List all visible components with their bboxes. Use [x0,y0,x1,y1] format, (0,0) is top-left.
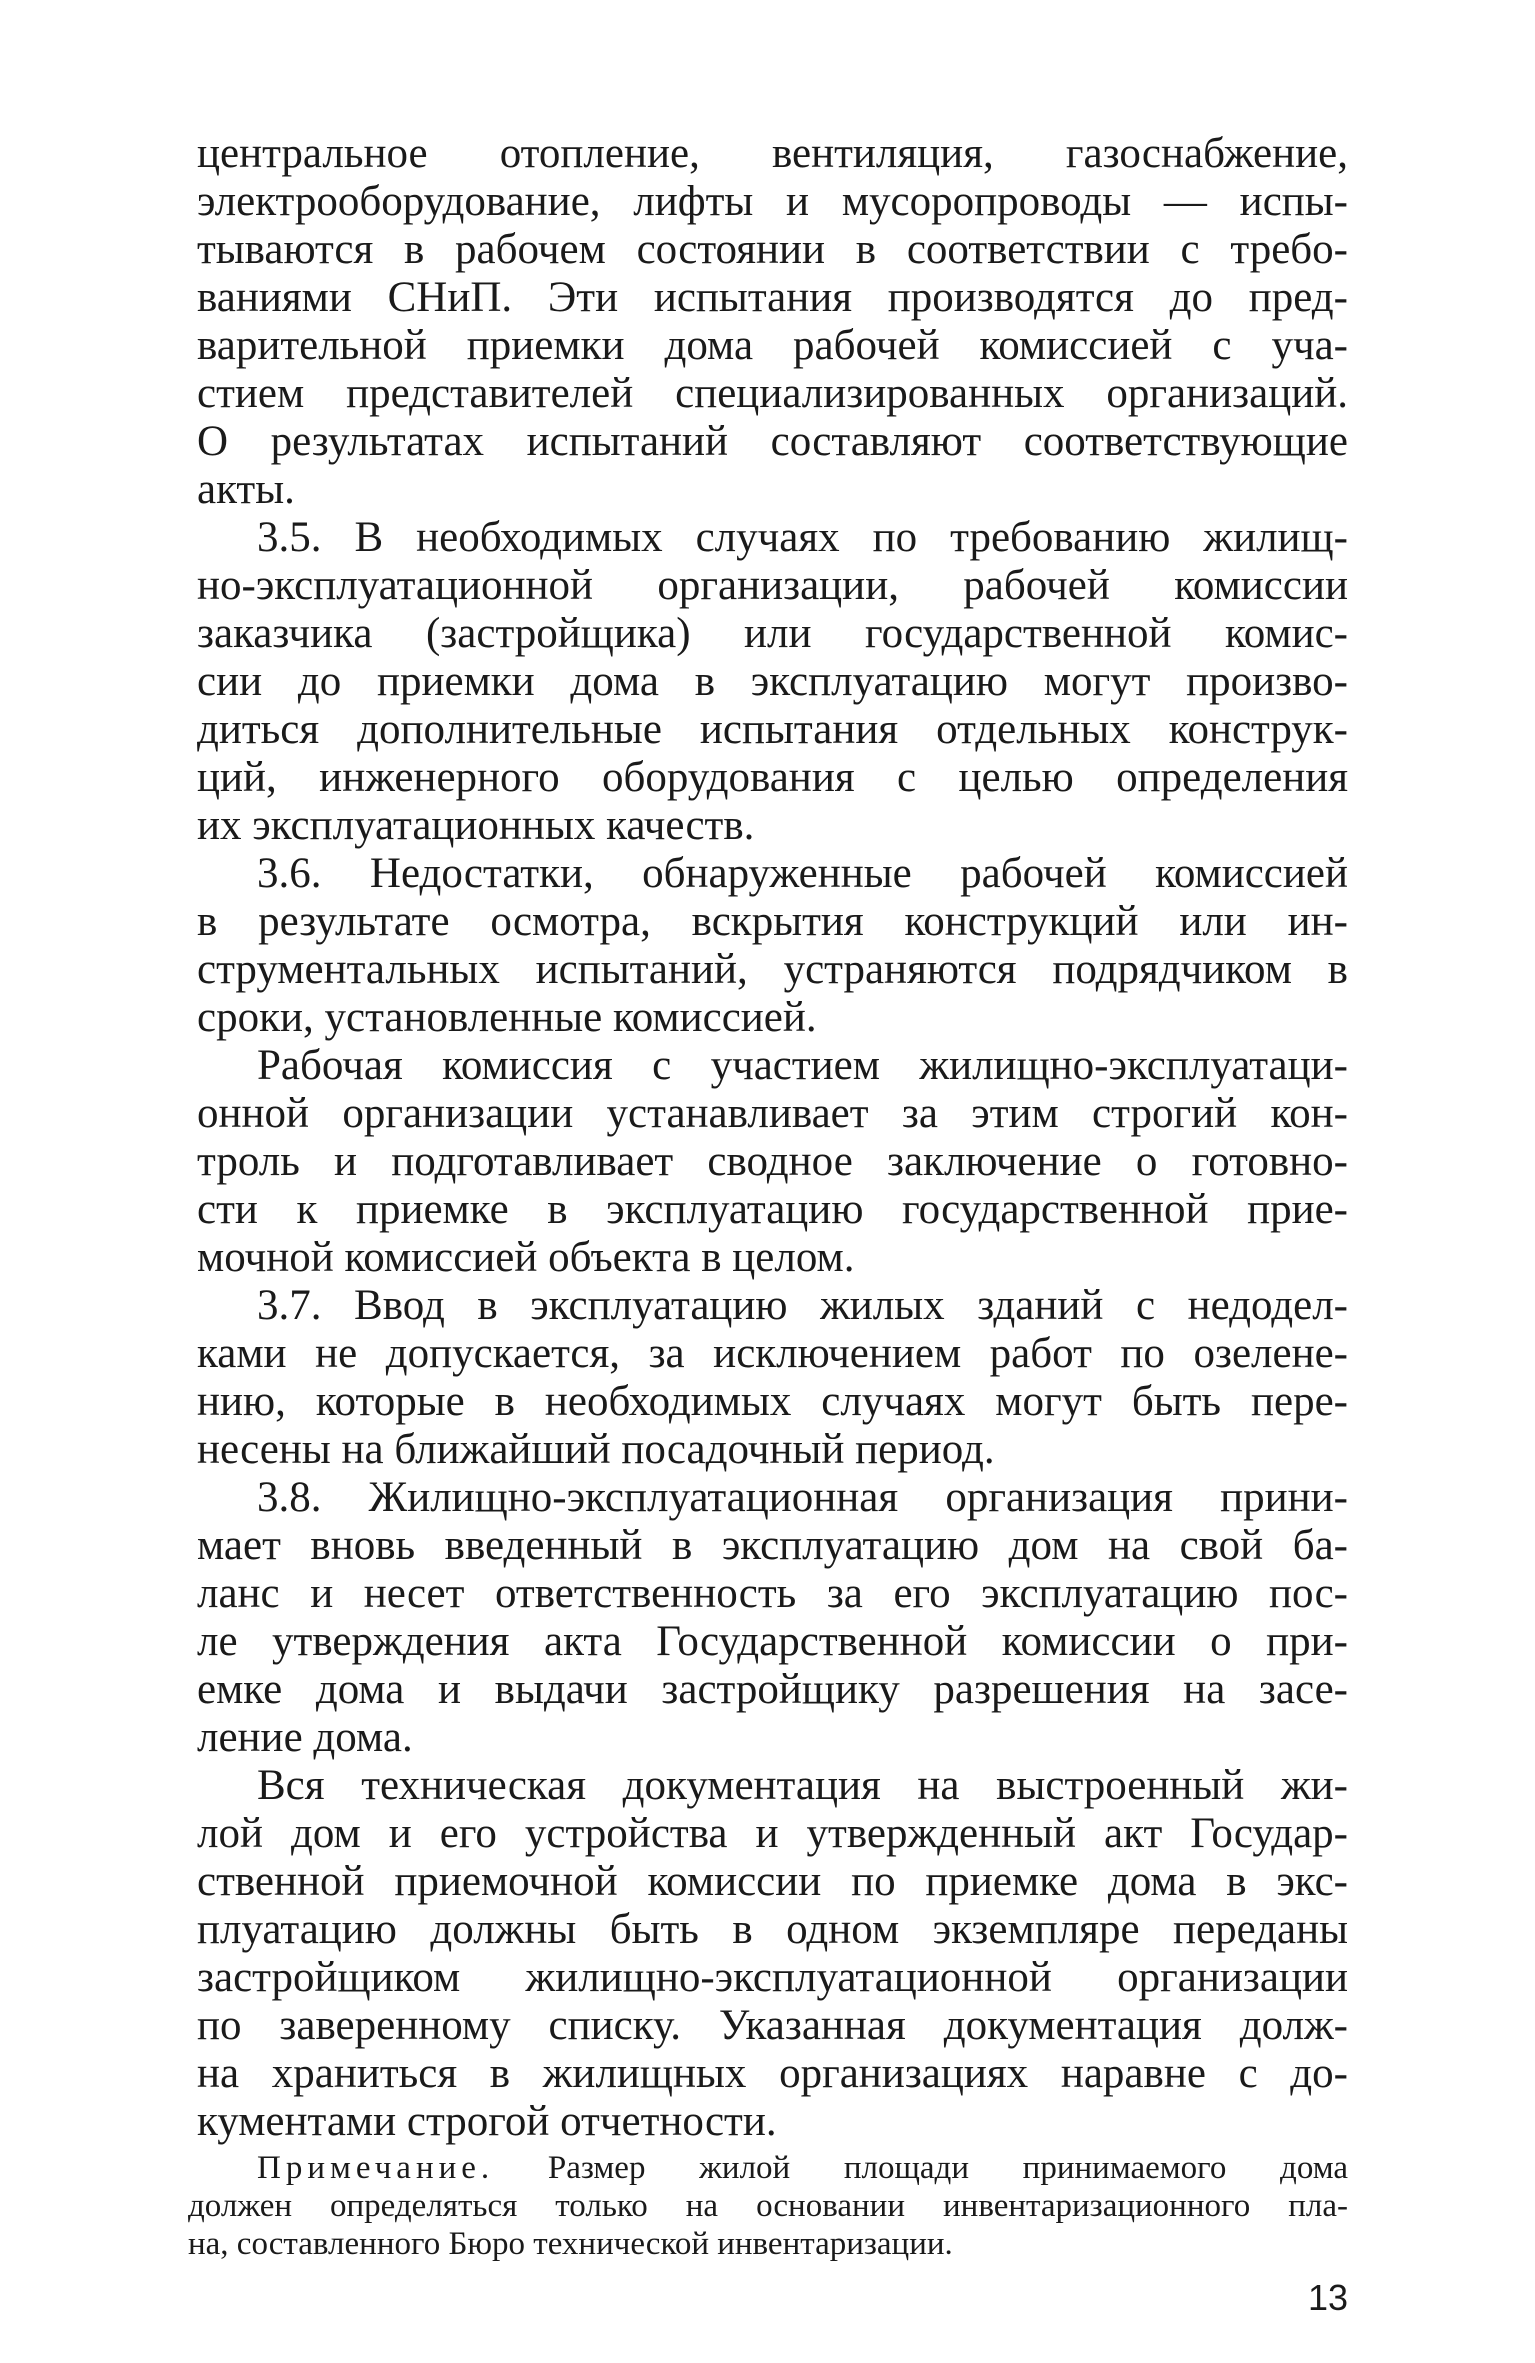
note-line: должен определяться только на основании инвентаризационного пла- [188,2188,1348,2224]
note-text: Размер жилой площади принимаемого дома [547,2150,1348,2186]
text-line: плуатацию должны быть в одном экземпляре переданы [197,1906,1348,1953]
note-first-line [257,2150,1348,2186]
text-line: диться дополнительные испытания отдельных конструк- [197,706,1348,753]
text-line: по заверенному списку. Указанная документация долж- [197,2002,1348,2049]
text-line: мает вновь введенный в эксплуатацию дом на свой ба- [197,1522,1348,1569]
paragraph-3-7-start: 3.7. Ввод в эксплуатацию жилых зданий с недодел- [257,1282,1348,1329]
text-line: в результате осмотра, вскрытия конструкций или ин- [197,898,1348,945]
text-line: троль и подготавливает сводное заключение о готовно- [197,1138,1348,1185]
paragraph-3-8-start: 3.8. Жилищно-эксплуатационная организация прини- [257,1474,1348,1521]
text-line: мочной комиссией объекта в целом. [197,1234,855,1281]
text-line: тываются в рабочем состоянии в соответствии с требо- [197,226,1348,273]
text-line: емке дома и выдачи застройщику разрешения на засе- [197,1666,1348,1713]
text-line: онной организации устанавливает за этим строгий кон- [197,1090,1348,1137]
text-line: на храниться в жилищных организациях наравне с до- [197,2050,1348,2097]
text-line: ственной приемочной комиссии по приемке дома в экс- [197,1858,1348,1905]
note-line: на, составленного Бюро технической инвентаризации. [188,2226,953,2262]
text-line: несены на ближайший посадочный период. [197,1426,995,1473]
text-line: ций, инженерного оборудования с целью определения [197,754,1348,801]
text-line: их эксплуатационных качеств. [197,802,755,849]
text-line: струментальных испытаний, устраняются подрядчиком в [197,946,1348,993]
text-line: сроки, установленные комиссией. [197,994,817,1041]
page-number: 13 [1307,2277,1348,2318]
text-line: центральное отопление, вентиляция, газоснабжение, [197,130,1348,177]
text-line: но-эксплуатационной организации, рабочей комиссии [197,562,1348,609]
text-line: ваниями СНиП. Эти испытания производятся до пред- [197,274,1348,321]
text-line: сти к приемке в эксплуатацию государственной прие- [197,1186,1348,1233]
text-line: ле утверждения акта Государственной комиссии о при- [197,1618,1348,1665]
text-line: акты. [197,466,295,513]
text-line: ление дома. [197,1714,413,1761]
text-line: варительной приемки дома рабочей комиссией с уча- [197,322,1348,369]
text-line: О результатах испытаний составляют соответствующие [197,418,1348,465]
text-line: стием представителей специализированных организаций. [197,370,1348,417]
paragraph-commission-start: Рабочая комиссия с участием жилищно-эксплуатаци- [257,1042,1348,1089]
paragraph-3-6-start: 3.6. Недостатки, обнаруженные рабочей комиссией [257,850,1348,897]
text-line: ланс и несет ответственность за его эксплуатацию пос- [197,1570,1348,1617]
paragraph-3-5-start: 3.5. В необходимых случаях по требованию жилищ- [257,514,1348,561]
text-line: заказчика (застройщика) или государственной комис- [197,610,1348,657]
text-line: электрооборудование, лифты и мусоропроводы — испы- [197,178,1348,225]
paragraph-documentation-start: Вся техническая документация на выстроенный жи- [257,1762,1348,1809]
text-line: нию, которые в необходимых случаях могут быть пере- [197,1378,1348,1425]
text-line: застройщиком жилищно-эксплуатационной организации [197,1954,1348,2001]
note-label: Примечание. [257,2150,495,2186]
text-line: ками не допускается, за исключением работ по озелене- [197,1330,1348,1377]
text-line: кументами строгой отчетности. [197,2098,777,2145]
text-line: лой дом и его устройства и утвержденный акт Государ- [197,1810,1348,1857]
text-line: сии до приемки дома в эксплуатацию могут произво- [197,658,1348,705]
